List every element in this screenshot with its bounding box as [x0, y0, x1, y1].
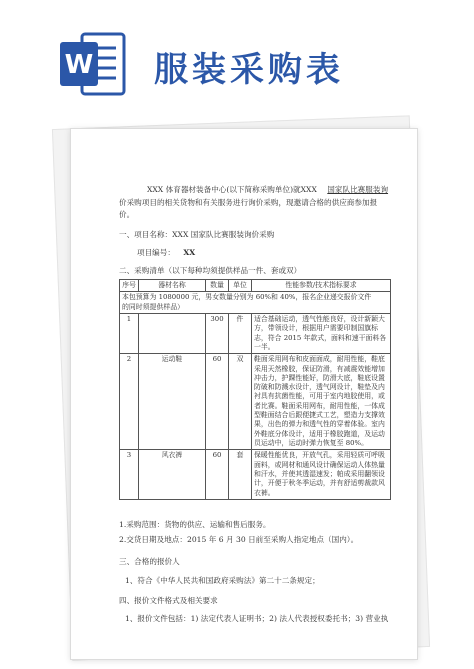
header-spec: 性能参数/技术指标要求 — [252, 280, 391, 292]
row2-name: 运动鞋 — [139, 354, 206, 450]
row1-name — [139, 313, 206, 353]
row3-name: 风衣裤 — [139, 450, 206, 500]
project-number-label: 项目编号： — [137, 248, 175, 257]
intro-line-1-a: XXX 体育器材装备中心(以下简称采购单位)就XXX — [147, 185, 317, 194]
table-note — [120, 292, 391, 314]
row1-unit: 件 — [229, 313, 252, 353]
section-4-heading: 四、报价文件格式及相关要求 — [119, 596, 218, 605]
banner-title: 服装采购表 — [154, 50, 344, 90]
row2-unit: 双 — [229, 354, 252, 450]
intro-line-1 — [147, 184, 388, 195]
word-icon-letter: W — [64, 50, 94, 80]
intro-line-2: 价采购项目的相关货物和有关服务进行询价采购，现邀请合格的供应商参加报 — [119, 198, 378, 207]
table-header-row — [120, 280, 391, 292]
row1-seq: 1 — [120, 313, 139, 353]
row3-qty: 60 — [206, 450, 229, 500]
table-note-row — [120, 292, 391, 314]
table-note-a: 本包预算为 1080000 元，男女数量分别为 60%和 40%，报名企业递交报价文件 — [122, 293, 372, 302]
row3-unit: 套 — [229, 450, 252, 500]
table-row — [120, 354, 391, 450]
section-2-heading: 二、采购清单（以下每种均须提供样品一件、套或双） — [119, 266, 302, 275]
project-number-value: XX — [183, 248, 196, 257]
row3-spec: 保暖性能优良，开放气孔，采用轻质可呼吸面料，或网材和通风设计确保运动人体热量和汗水，并使其透湿速发；帕成采用翻领设计，开便于秋冬季运动，并有舒适剪裁款风衣裤。 — [252, 450, 391, 500]
section-3-heading: 三、合格的报价人 — [119, 557, 180, 566]
table-note-b: 的同时须提供样品） — [122, 302, 185, 311]
section-1-heading: 一、项目名称：XXX 国家队比赛服装询价采购 — [119, 230, 275, 239]
header-unit: 单位 — [229, 280, 252, 292]
row2-qty: 60 — [206, 354, 229, 450]
requirement-1: 1、报价文件包括：1) 法定代表人证明书；2) 法人代表授权委托书；3) 营业执 — [125, 614, 389, 623]
row2-spec: 鞋面采用网布和皮面面成，耐用性能，鞋底采用天然橡胶，保证防滑，有减震效能增加冲击力，护踝性能好，防滑大底，鞋底设置防破和防溅水设计，透气网设计，鞋垫及内衬具有抗菌性能，可用于室内地胶使用，或者比赛。鞋面采用网布，耐用性能，一体成型鞋面结合后跟便捷式工艺，塑造力支撑效果，出色的弹力和透气性的穿着体验。室内外鞋底分体设计，适用于橡胶跑道，及运动员运动中，运动时弹力恢复至 80%。 — [252, 354, 391, 450]
qualification-1: 1、符合《中华人民共和国政府采购法》第二十二条规定； — [125, 576, 320, 585]
procurement-table — [119, 279, 391, 500]
row3-seq: 3 — [120, 450, 139, 500]
intro-line-1-b: 国家队比赛服装询 — [327, 185, 389, 194]
row1-qty: 300 — [206, 313, 229, 353]
intro-line-3: 价。 — [119, 210, 135, 219]
table-row — [120, 450, 391, 500]
note-delivery: 2.交货日期及地点：2015 年 6 月 30 日前至采购人指定地点（国内）。 — [119, 535, 359, 544]
banner — [0, 0, 474, 120]
document-page — [70, 128, 418, 660]
header-qty: 数量 — [206, 280, 229, 292]
table-row — [120, 313, 391, 353]
note-scope: 1.采购范围：货物的供应、运输和售后服务。 — [119, 520, 271, 529]
word-app-icon — [60, 28, 126, 100]
row2-seq: 2 — [120, 354, 139, 450]
header-name: 器材名称 — [139, 280, 206, 292]
row1-spec: 适合基础运动，透气性能良好，设计新颖大方，带领设计，根据用户需要印制国旗标志，符合 2015 年款式，面料和速干面料各一半。 — [252, 313, 391, 353]
header-seq: 序号 — [120, 280, 139, 292]
project-number — [137, 247, 195, 258]
